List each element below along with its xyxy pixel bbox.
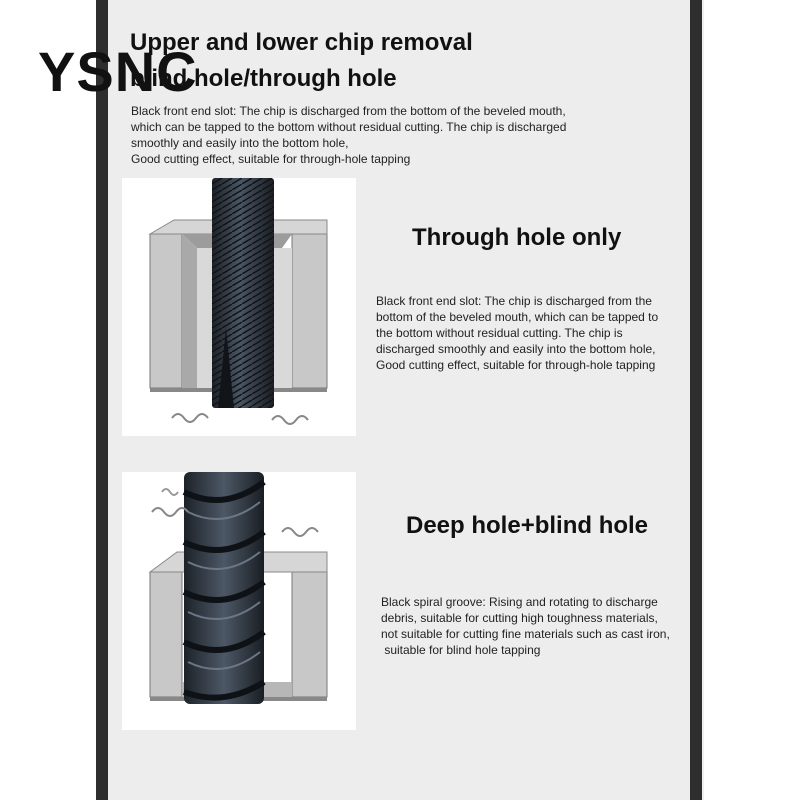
page-title-line-2: blind hole/through hole [130, 65, 397, 92]
through-hole-illustration [122, 178, 356, 436]
intro-text [131, 103, 601, 167]
description-line: debris, suitable for cutting high toughness materials, [381, 611, 658, 626]
description-line: discharged smoothly and easily into the bottom hole, [376, 342, 656, 357]
intro-line: Good cutting effect, suitable for through-hole tapping [131, 152, 411, 167]
left-margin [0, 0, 96, 800]
description-line: the bottom without residual cutting. The chip is [376, 326, 623, 341]
description-line: bottom of the beveled mouth, which can be tapped to [376, 310, 659, 325]
description-line: Black spiral groove: Rising and rotating to discharge [381, 595, 658, 609]
blind-hole-illustration [122, 472, 356, 730]
blind-hole-tap-image [122, 472, 356, 730]
right-frame-border [690, 0, 702, 800]
intro-line: which can be tapped to the bottom without residual cutting. The chip is discharged [131, 120, 567, 135]
brand-logo: YSNC [38, 40, 198, 103]
blind-hole-description [381, 594, 681, 658]
through-hole-description [376, 293, 676, 373]
through-hole-heading: Through hole only [412, 224, 622, 251]
description-line: suitable for blind hole tapping [381, 643, 541, 658]
through-hole-tap-image [122, 178, 356, 436]
right-margin [704, 0, 800, 800]
intro-line: smoothly and easily into the bottom hole, [131, 136, 349, 151]
page-title-line-1: Upper and lower chip removal [130, 29, 473, 56]
description-line: not suitable for cutting fine materials such as cast iron, [381, 627, 670, 642]
intro-line: Black front end slot: The chip is discharged from the bottom of the beveled mouth, [131, 104, 566, 118]
description-line: Good cutting effect, suitable for through-hole tapping [376, 358, 656, 373]
left-frame-border [96, 0, 108, 800]
blind-hole-heading: Deep hole+blind hole [406, 512, 649, 539]
description-line: Black front end slot: The chip is discharged from the [376, 294, 652, 308]
